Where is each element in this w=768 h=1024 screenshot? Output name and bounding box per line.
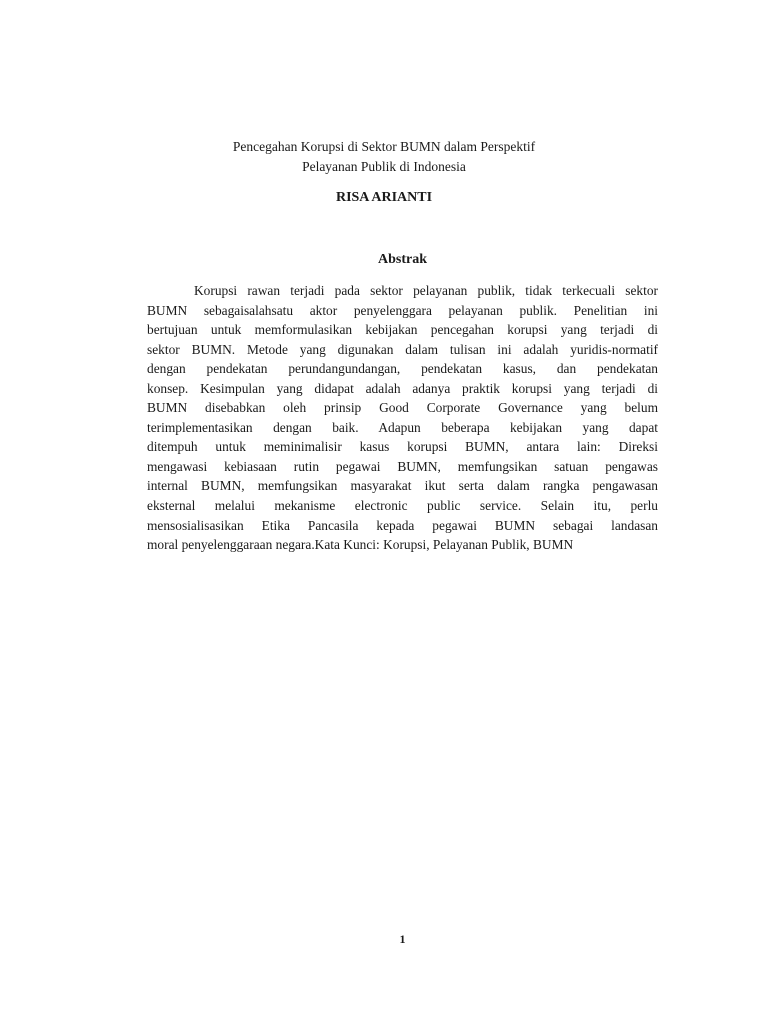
author-name: RISA ARIANTI <box>335 190 433 205</box>
abstract-line: dengan pendekatan perundangundangan, pendekatan kasus, dan pendekatan <box>147 361 658 377</box>
abstract-line: ditempuh untuk meminimalisir kasus korupsi BUMN, antara lain: Direksi <box>147 439 658 455</box>
abstract-line: terimplementasikan dengan baik. Adapun beberapa kebijakan yang dapat <box>147 419 658 435</box>
abstract-body <box>147 281 658 555</box>
abstract-line: sektor BUMN. Metode yang digunakan dalam tulisan ini adalah yuridis-normatif <box>147 341 658 357</box>
paper-title <box>0 137 768 177</box>
abstract-line: moral penyelenggaraan negara.Kata Kunci: Korupsi, Pelayanan Publik, BUMN <box>147 537 574 553</box>
title-line: Pelayanan Publik di Indonesia <box>302 159 466 174</box>
abstract-line: BUMN disebabkan oleh prinsip Good Corporate Governance yang belum <box>147 400 658 416</box>
abstract-line: eksternal melalui mekanisme electronic public service. Selain itu, perlu <box>147 498 658 514</box>
abstract-line: bertujuan untuk memformulasikan kebijakan pencegahan korupsi yang terjadi di <box>147 322 658 338</box>
page-number: 1 <box>399 932 406 946</box>
abstract-line: Korupsi rawan terjadi pada sektor pelayanan publik, tidak terkecuali sektor <box>194 283 658 298</box>
title-line: Pencegahan Korupsi di Sektor BUMN dalam Perspektif <box>232 139 536 154</box>
abstract-line: konsep. Kesimpulan yang didapat adalah adanya praktik korupsi yang terjadi di <box>147 380 658 396</box>
abstract-line: mensosialisasikan Etika Pancasila kepada pegawai BUMN sebagai landasan <box>147 517 658 533</box>
abstract-line: BUMN sebagaisalahsatu aktor penyelenggara pelayanan publik. Penelitian ini <box>147 302 658 318</box>
abstract-heading: Abstrak <box>377 252 427 267</box>
abstract-line: internal BUMN, memfungsikan masyarakat ikut serta dalam rangka pengawasan <box>147 478 658 494</box>
abstract-line: mengawasi kebiasaan rutin pegawai BUMN, memfungsikan satuan pengawas <box>147 458 658 474</box>
